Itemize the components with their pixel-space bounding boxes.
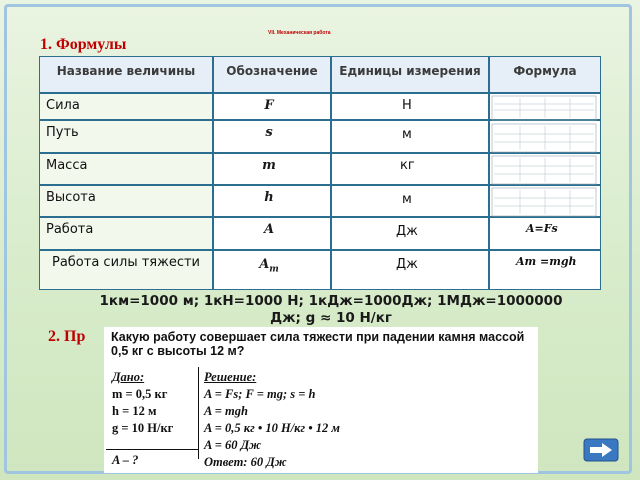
solution-title: Решение: xyxy=(204,370,257,384)
row-work-symbol: A xyxy=(213,217,331,250)
formula-thumbnail-image xyxy=(490,94,600,218)
unit-conversions xyxy=(56,293,606,327)
row-height-symbol: h xyxy=(213,185,331,217)
row-gravity-work-unit: Дж xyxy=(331,250,489,290)
row-mass-name: Масса xyxy=(39,153,213,185)
given-block xyxy=(112,369,173,437)
slide-title: VII. Механическая работа xyxy=(268,30,331,36)
unit-conversions-line1: 1км=1000 м; 1кН=1000 Н; 1кДж=1000Дж; 1МДж=1000000 xyxy=(99,293,563,309)
row-gravity-work-formula: Aт =mgh xyxy=(489,250,601,290)
solution-step-4: A = 60 Дж xyxy=(204,438,262,452)
problem-card xyxy=(104,327,538,473)
row-work-unit: Дж xyxy=(331,217,489,250)
row-path-unit: м xyxy=(331,120,489,153)
row-gravity-work-name: Работа силы тяжести xyxy=(39,250,213,290)
unit-conversions-line2: Дж; g ≈ 10 Н/кг xyxy=(270,310,392,326)
header-symbol: Обозначение xyxy=(213,56,331,93)
row-height-unit: м xyxy=(331,185,489,217)
next-slide-button[interactable] xyxy=(583,438,619,462)
gravity-work-symbol-sub: т xyxy=(269,264,279,275)
row-mass-unit: кг xyxy=(331,153,489,185)
solution-answer: Ответ: 60 Дж xyxy=(204,455,287,469)
given-title: Дано: xyxy=(112,370,145,384)
row-force-symbol: F xyxy=(213,93,331,120)
find-value: A – ? xyxy=(112,453,139,467)
header-formula: Формула xyxy=(489,56,601,93)
given-divider-horizontal xyxy=(106,449,198,450)
row-path-name: Путь xyxy=(39,120,213,153)
solution-step-3: A = 0,5 кг • 10 Н/кг • 12 м xyxy=(204,421,340,435)
arrow-right-icon xyxy=(583,438,619,462)
row-path-symbol: s xyxy=(213,120,331,153)
given-height: h = 12 м xyxy=(112,404,157,418)
row-work-formula: A=Fs xyxy=(489,217,601,250)
gravity-work-symbol-base: A xyxy=(259,257,270,272)
given-gravity: g = 10 Н/кг xyxy=(112,421,174,435)
row-work-name: Работа xyxy=(39,217,213,250)
given-divider-vertical xyxy=(198,367,199,459)
solution-step-1: A = Fs; F = mg; s = h xyxy=(204,387,316,401)
row-force-unit: Н xyxy=(331,93,489,120)
solution-block xyxy=(204,369,340,471)
solution-step-2: A = mgh xyxy=(204,404,248,418)
given-mass: m = 0,5 кг xyxy=(112,387,168,401)
row-gravity-work-symbol xyxy=(213,250,331,290)
problem-question: Какую работу совершает сила тяжести при падении камня массой 0,5 кг с высоты 12 м? xyxy=(111,330,525,358)
row-force-name: Сила xyxy=(39,93,213,120)
section-formulas-title: 1. Формулы xyxy=(40,36,127,53)
row-height-name: Высота xyxy=(39,185,213,217)
header-unit: Единицы измерения xyxy=(331,56,489,93)
row-mass-symbol: m xyxy=(213,153,331,185)
header-name: Название величины xyxy=(39,56,213,93)
section-problem-title: 2. Пр xyxy=(48,328,86,345)
